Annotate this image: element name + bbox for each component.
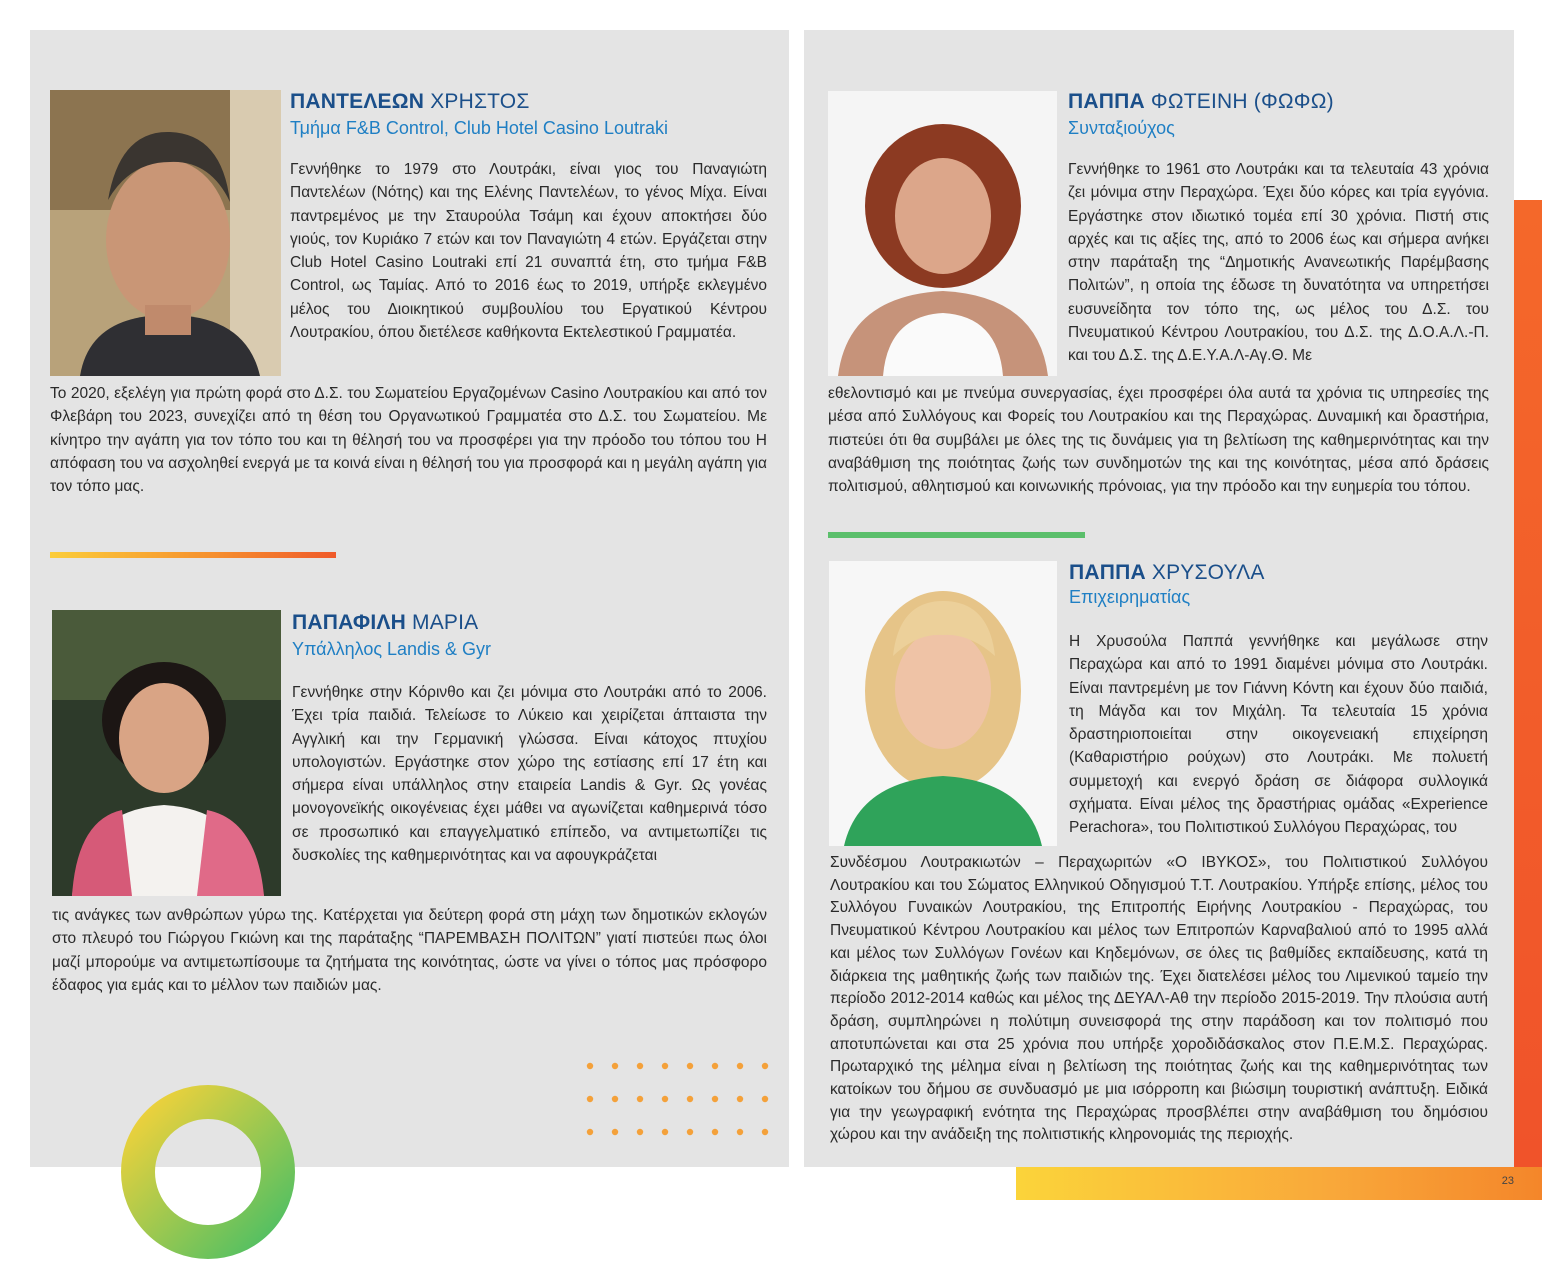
decor-dot	[587, 1063, 593, 1069]
candidate-bio-bottom: τις ανάγκες των ανθρώπων γύρω της. Κατέρχεται για δεύτερη φορά στη μάχη των δημοτικών εκλογών στο πλευρό του Γιώργου Γκιώνη και της παράταξης “ΠΑΡΕΜΒΑΣΗ ΠΟΛΙΤΩΝ” γιατί πιστεύει πως όλοι μαζί μπορούμε να αντιμετωπίσουμε τα ζητήματα της κοινότητας, ώστε να γίνει ο τόπος μας πρόσφορο έδαφος για εμάς και το μέλλον των παιδιών μας.	[52, 907, 767, 994]
decor-dot	[637, 1129, 643, 1135]
decor-dot	[662, 1063, 668, 1069]
candidate-bio-top: Η Χρυσούλα Παππά γεννήθηκε και μεγάλωσε στην Περαχώρα και από το 1991 διαμένει μόνιμα στο Λουτράκι. Είναι παντρεμένη με τον Γιάννη Κόντη και έχουν δύο παιδιά, τη Μάγδα και τον Μιχάλη. Τα τελευταία 15 χρόνια δραστηριοποιείται στην οικογενειακή επιχείρηση (Καθαριστήριο ρούχων) στο Λουτράκι. Με πολυετή συμμετοχή και ενεργό δράση σε διάφορα συλλογικά σχήματα. Είναι μέλος της δραστήριας ομάδας «Experience Perachora», του Πολιτιστικού Συλλόγου Περαχώρας, του	[1069, 633, 1488, 837]
portrait-photo-panteleon	[50, 90, 281, 376]
candidate-bio-top: Γεννήθηκε στην Κόρινθο και ζει μόνιμα στο Λουτράκι από το 2006. Έχει τρία παιδιά. Τελείωσε το Λύκειο και χειρίζεται άπταιστα την Αγγλική και την Γερμανική γλώσσα. Είναι κάτοχος πτυχίου υπολογιστών. Εργάστηκε στον χώρο της εστίασης επί 17 έτη και σήμερα είναι υπάλληλος στην εταιρεία Landis & Gyr. Ως γονέας μονογονεϊκής οικογένειας έχει μάθει να αγωνίζεται καθημερινά τόσο σε προσωπικό και επαγγελματικό επίπεδο, να αντιμετωπίζει τις δυσκολίες της καθημερινότητας και να αφουγκράζεται	[292, 684, 767, 865]
candidate-name: ΠΑΠΠΑ ΦΩΤΕΙΝΗ (ΦΩΦΩ)	[1068, 90, 1334, 113]
decor-dot	[762, 1129, 768, 1135]
candidate-bio-bottom: Το 2020, εξελέγη για πρώτη φορά στο Δ.Σ. του Σωματείου Εργαζομένων Casino Λουτρακίου και από τον Φλεβάρη του 2023, συνεχίζει από τη θέση του Οργανωτικού Γραμματέα στο Δ.Σ. του Σωματείου. Με κίνητρο την αγάπη για τον τόπο του και τη θέλησή του να προσφέρει για την πρόοδο του τόπου του Η απόφαση του να ασχοληθεί ενεργά με τα κοινά είναι η θέλησή του για προσφορά και η μεγάλη αγάπη για τον τόπο μας.	[50, 385, 767, 496]
decor-dot	[637, 1096, 643, 1102]
decor-dot	[587, 1096, 593, 1102]
candidate-bio-top: Γεννήθηκε το 1961 στο Λουτράκι και τα τελευταία 43 χρόνια ζει μόνιμα στην Περαχώρα. Έχει δύο κόρες και τρία εγγόνια. Εργάστηκε στον ιδιωτικό τομέα επί 30 χρόνια. Πιστή στις αρχές και τις αξίες της, από το 2006 έως και σήμερα ανήκει στην παράταξη της “Δημοτικής Ανανεωτικής Παρέμβασης Πολιτών”, η οποία της έδωσε τη δυνατότητα να υπηρετήσει ευσυνείδητα τον τόπο της, ως μέλος του Δ.Σ. του Πνευματικού Κέντρου Λουτρακίου, του Δ.Σ. της Δ.Ο.Α.Λ.-Π. και του Δ.Σ. της Δ.Ε.Υ.Α.Λ-Αγ.Θ. Με	[1068, 161, 1489, 365]
decor-dot	[637, 1063, 643, 1069]
candidate-bio-top: Γεννήθηκε το 1979 στο Λουτράκι, είναι γιος του Παναγιώτη Παντελέων (Νότης) και της Ελένης Παντελέων, το γένος Μίχα. Είναι παντρεμένος με την Σταυρούλα Τσάμη και έχουν αποκτήσει δύο γιούς, τον Κυριάκο 7 ετών και τον Παναγιώτη 4 ετών. Εργάζεται στην Club Hotel Casino Loutraki επί 21 συναπτά έτη, στο τμήμα F&B Control, ως Ταμίας. Από το 2016 έως το 2019, υπήρξε εκλεγμένο μέλος του Διοικητικού συμβουλίου του Εργατικού Κέντρου Λουτρακίου, όπου διετέλεσε καθήκοντα Εκτελεστικού Γραμματέα.	[290, 161, 767, 342]
decor-dot	[662, 1096, 668, 1102]
decor-dot	[712, 1096, 718, 1102]
candidate-role: Τμήμα F&B Control, Club Hotel Casino Loutraki	[290, 118, 668, 138]
candidate-name: ΠΑΠΠΑ ΧΡΥΣΟΥΛΑ	[1069, 561, 1265, 584]
decor-dot	[612, 1096, 618, 1102]
decor-dot	[687, 1129, 693, 1135]
portrait-photo-pappa-chrysoula	[829, 561, 1057, 846]
ring-decoration	[118, 1082, 298, 1262]
candidate-role: Υπάλληλος Landis & Gyr	[292, 639, 492, 659]
decor-dot	[687, 1063, 693, 1069]
page-number: 23	[1501, 1175, 1514, 1187]
orange-accent-bar	[1513, 200, 1542, 1200]
portrait-photo-pappa-foteini	[828, 91, 1057, 376]
decor-dot	[762, 1096, 768, 1102]
decor-dot	[612, 1129, 618, 1135]
decor-dot	[612, 1063, 618, 1069]
candidate-name: ΠΑΠΑΦΙΛΗ ΜΑΡΙΑ	[292, 611, 479, 634]
decor-dot	[762, 1063, 768, 1069]
yellow-accent-bar	[1016, 1167, 1542, 1200]
candidate-role: Επιχειρηματίας	[1069, 587, 1191, 607]
candidate-bio-bottom: εθελοντισμό και με πνεύμα συνεργασίας, έχει προσφέρει όλα αυτά τα χρόνια τις υπηρεσίες της μέσα από Συλλόγους και Φορείς του Λουτρακίου και της Περαχώρας. Δυναμική και δραστήρια, πιστεύει ότι θα συμβάλει με όλες της τις δυνάμεις για τη βελτίωση της καθημερινότητας και την αναβάθμιση της ποιότητας ζωής των συνδημοτών της και της κοινότητας, μέσα από δράσεις πολιτισμού, αθλητισμού και κοινωνικής πρόνοιας, για την πρόοδο και την ευημερία του τόπου.	[828, 385, 1489, 496]
section-divider	[50, 552, 336, 558]
decor-dot	[737, 1063, 743, 1069]
candidate-bio-bottom: Συνδέσμου Λουτρακιωτών – Περαχωριτών «Ο ΙΒΥΚΟΣ», του Πολιτιστικού Συλλόγου Λουτρακίου και του Σώματος Ελληνικού Οδηγισμού Τ.Τ. Λουτρακίου. Υπήρξε επίσης, μέλος του Συλλόγου Γυναικών Λουτρακίου, της Επιτροπής Ειρήνης Λουτρακίου - Περαχώρας, του Πνευματικού Κέντρου Λουτρακίου και μέλος των Επιτροπών Καρναβαλιού από το 1995 αλλά και μέλος των Συλλόγων Γονέων και Κηδεμόνων, σε όλες τις βαθμίδες εκπαίδευσης, κατά τη διάρκεια της μαθητικής ζωής των παιδιών της. Έχει διατελέσει μέλος του Λιμενικού ταμείο την περίοδο 2012-2014 καθώς και μέλος της ΔΕΥΑΛ-Αθ την περίοδο 2015-2019. Την πλούσια αυτή δράση, συμπληρώνει η πολύτιμη συνεισφορά της στην παράδοση και τον πολιτισμό που αποτυπώνεται και στα 25 χρόνια που υπήρξε χοροδιδάσκαλος στον Π.Ε.Μ.Σ. Περαχώρας. Πρωταρχικό της μέλημα είναι η βελτίωση της ποιότητας ζωής και της καθημερινότητας των κατοίκων του δήμου σε συνδυασμό με μια ισόρροπη και βιώσιμη τουριστική ανάπτυξη. Ειδικά για την γεωγραφική ενότητα της Περαχώρας προσβλέπει στην αναβάθμιση του δημόσιου χώρου και την ανάδειξη της πολιτιστικής κληρονομιάς της περιοχής.	[830, 854, 1488, 1144]
decor-dot	[737, 1129, 743, 1135]
decor-dot	[687, 1096, 693, 1102]
portrait-photo-papafili	[52, 610, 281, 896]
decor-dot	[587, 1129, 593, 1135]
decor-dot	[712, 1129, 718, 1135]
decor-dot	[662, 1129, 668, 1135]
candidate-name: ΠΑΝΤΕΛΕΩΝ ΧΡΗΣΤΟΣ	[290, 90, 530, 113]
dots-decoration	[584, 1060, 774, 1140]
decor-dot	[712, 1063, 718, 1069]
decor-dot	[737, 1096, 743, 1102]
section-divider	[828, 532, 1085, 538]
candidate-role: Συνταξιούχος	[1068, 118, 1175, 138]
